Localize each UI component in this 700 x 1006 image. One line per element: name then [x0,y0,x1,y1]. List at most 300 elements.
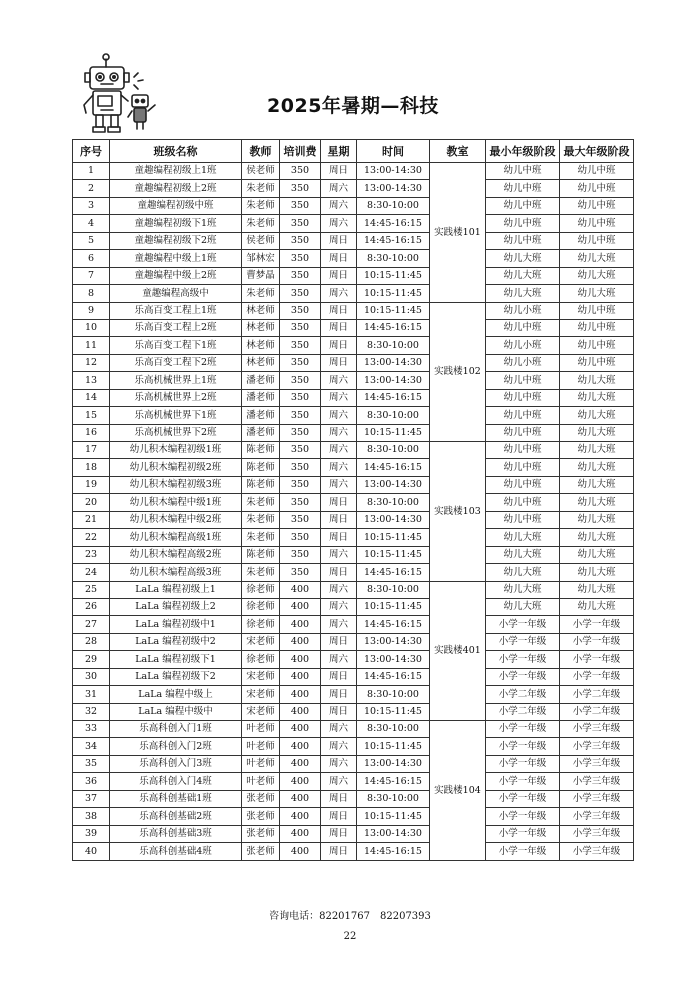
cell-time: 14:45-16:15 [357,773,430,790]
cell-fee: 350 [280,389,321,406]
cell-max-grade: 幼儿大班 [560,424,634,441]
cell-teacher: 陈老师 [242,459,280,476]
cell-teacher: 朱老师 [242,494,280,511]
cell-teacher: 林老师 [242,354,280,371]
cell-no: 21 [73,511,110,528]
table-row [73,180,634,197]
cell-teacher: 林老师 [242,337,280,354]
cell-teacher: 潘老师 [242,424,280,441]
cell-teacher: 朱老师 [242,180,280,197]
cell-fee: 350 [280,546,321,563]
cell-fee: 350 [280,197,321,214]
cell-fee: 400 [280,738,321,755]
column-header-day: 星期 [321,140,357,163]
cell-no: 25 [73,581,110,598]
cell-fee: 400 [280,790,321,807]
table-row [73,389,634,406]
cell-teacher: 张老师 [242,825,280,842]
cell-class-name: 乐高科创入门3班 [110,755,242,772]
cell-no: 7 [73,267,110,284]
cell-fee: 400 [280,686,321,703]
cell-fee: 400 [280,755,321,772]
cell-no: 35 [73,755,110,772]
table-row [73,564,634,581]
cell-time: 8:30-10:00 [357,197,430,214]
cell-no: 10 [73,319,110,336]
column-header-time: 时间 [357,140,430,163]
cell-class-name: LaLa 编程中级中 [110,703,242,720]
cell-time: 10:15-11:45 [357,285,430,302]
cell-teacher: 朱老师 [242,285,280,302]
cell-max-grade: 幼儿中班 [560,215,634,232]
cell-day: 周日 [321,843,357,860]
cell-classroom: 实践楼104 [430,721,486,861]
cell-fee: 350 [280,354,321,371]
cell-no: 4 [73,215,110,232]
cell-max-grade: 小学一年级 [560,616,634,633]
cell-time: 8:30-10:00 [357,407,430,424]
cell-class-name: 乐高机械世界下2班 [110,424,242,441]
cell-day: 周六 [321,616,357,633]
table-row [73,250,634,267]
cell-min-grade: 幼儿小班 [486,302,560,319]
cell-day: 周日 [321,686,357,703]
table-row [73,686,634,703]
cell-max-grade: 小学三年级 [560,825,634,842]
cell-max-grade: 幼儿大班 [560,529,634,546]
cell-min-grade: 幼儿中班 [486,372,560,389]
cell-time: 10:15-11:45 [357,598,430,615]
cell-min-grade: 幼儿大班 [486,598,560,615]
cell-class-name: LaLa 编程初级上2 [110,598,242,615]
cell-class-name: 乐高百变工程上2班 [110,319,242,336]
cell-class-name: LaLa 编程初级上1 [110,581,242,598]
cell-no: 8 [73,285,110,302]
cell-no: 18 [73,459,110,476]
cell-fee: 350 [280,215,321,232]
cell-day: 周六 [321,598,357,615]
cell-class-name: LaLa 编程初级中1 [110,616,242,633]
cell-class-name: 乐高科创基础4班 [110,843,242,860]
cell-class-name: LaLa 编程中级上 [110,686,242,703]
table-header-row [73,140,634,163]
table-row [73,424,634,441]
cell-min-grade: 幼儿中班 [486,180,560,197]
cell-teacher: 陈老师 [242,442,280,459]
contact-phone: 咨询电话：82201767 82207393 [269,911,431,922]
cell-min-grade: 幼儿大班 [486,267,560,284]
cell-teacher: 宋老师 [242,686,280,703]
cell-day: 周日 [321,232,357,249]
cell-fee: 400 [280,843,321,860]
cell-teacher: 宋老师 [242,703,280,720]
cell-day: 周六 [321,721,357,738]
cell-no: 30 [73,668,110,685]
cell-max-grade: 小学一年级 [560,668,634,685]
cell-class-name: 乐高百变工程下1班 [110,337,242,354]
cell-min-grade: 幼儿大班 [486,581,560,598]
cell-no: 28 [73,633,110,650]
cell-day: 周日 [321,808,357,825]
cell-day: 周日 [321,668,357,685]
cell-max-grade: 幼儿大班 [560,267,634,284]
cell-class-name: 童趣编程高级中 [110,285,242,302]
table-row [73,337,634,354]
cell-max-grade: 小学三年级 [560,790,634,807]
cell-day: 周日 [321,267,357,284]
cell-teacher: 潘老师 [242,407,280,424]
cell-min-grade: 幼儿中班 [486,476,560,493]
cell-min-grade: 小学二年级 [486,686,560,703]
cell-time: 10:15-11:45 [357,546,430,563]
cell-max-grade: 小学三年级 [560,773,634,790]
table-row [73,232,634,249]
table-row [73,843,634,860]
cell-min-grade: 小学一年级 [486,651,560,668]
cell-day: 周日 [321,337,357,354]
cell-no: 26 [73,598,110,615]
cell-min-grade: 小学一年级 [486,790,560,807]
cell-day: 周日 [321,302,357,319]
cell-no: 9 [73,302,110,319]
cell-teacher: 侯老师 [242,163,280,180]
cell-class-name: 乐高科创入门1班 [110,721,242,738]
table-row [73,790,634,807]
cell-max-grade: 幼儿大班 [560,546,634,563]
cell-class-name: 幼儿积木编程初级2班 [110,459,242,476]
cell-teacher: 徐老师 [242,598,280,615]
cell-day: 周六 [321,215,357,232]
cell-teacher: 邹林宏 [242,250,280,267]
cell-no: 29 [73,651,110,668]
cell-day: 周日 [321,529,357,546]
cell-fee: 350 [280,494,321,511]
cell-day: 周六 [321,581,357,598]
cell-time: 14:45-16:15 [357,215,430,232]
cell-class-name: 乐高科创基础3班 [110,825,242,842]
cell-no: 22 [73,529,110,546]
cell-max-grade: 小学三年级 [560,808,634,825]
cell-time: 8:30-10:00 [357,581,430,598]
cell-no: 6 [73,250,110,267]
cell-class-name: LaLa 编程初级下2 [110,668,242,685]
cell-fee: 350 [280,459,321,476]
cell-min-grade: 幼儿中班 [486,442,560,459]
cell-max-grade: 幼儿大班 [560,285,634,302]
cell-teacher: 叶老师 [242,755,280,772]
cell-time: 14:45-16:15 [357,564,430,581]
cell-day: 周六 [321,546,357,563]
cell-fee: 350 [280,407,321,424]
table-row [73,302,634,319]
cell-max-grade: 幼儿大班 [560,494,634,511]
cell-day: 周六 [321,407,357,424]
cell-class-name: 乐高科创基础1班 [110,790,242,807]
cell-teacher: 潘老师 [242,372,280,389]
cell-class-name: 幼儿积木编程初级1班 [110,442,242,459]
cell-no: 3 [73,197,110,214]
cell-time: 14:45-16:15 [357,616,430,633]
cell-day: 周六 [321,389,357,406]
cell-class-name: 幼儿积木编程高级1班 [110,529,242,546]
cell-min-grade: 幼儿大班 [486,564,560,581]
table-row [73,703,634,720]
table-row [73,581,634,598]
cell-day: 周日 [321,790,357,807]
cell-fee: 400 [280,598,321,615]
cell-class-name: 乐高科创基础2班 [110,808,242,825]
cell-teacher: 张老师 [242,843,280,860]
cell-no: 38 [73,808,110,825]
cell-max-grade: 幼儿中班 [560,337,634,354]
table-row [73,651,634,668]
class-schedule-table [72,139,634,861]
cell-min-grade: 幼儿中班 [486,215,560,232]
cell-time: 13:00-14:30 [357,511,430,528]
cell-no: 39 [73,825,110,842]
cell-fee: 350 [280,476,321,493]
cell-class-name: 童趣编程初级上1班 [110,163,242,180]
cell-min-grade: 幼儿大班 [486,529,560,546]
cell-no: 12 [73,354,110,371]
cell-time: 13:00-14:30 [357,180,430,197]
cell-max-grade: 幼儿大班 [560,581,634,598]
table-row [73,407,634,424]
cell-class-name: 童趣编程初级下2班 [110,232,242,249]
column-header-fee: 培训费 [280,140,321,163]
cell-no: 11 [73,337,110,354]
cell-no: 2 [73,180,110,197]
cell-time: 8:30-10:00 [357,494,430,511]
cell-max-grade: 幼儿大班 [560,372,634,389]
cell-max-grade: 幼儿大班 [560,511,634,528]
cell-teacher: 张老师 [242,808,280,825]
cell-day: 周六 [321,773,357,790]
cell-time: 10:15-11:45 [357,703,430,720]
table-row [73,529,634,546]
cell-day: 周六 [321,180,357,197]
cell-max-grade: 幼儿中班 [560,197,634,214]
cell-min-grade: 幼儿中班 [486,424,560,441]
cell-day: 周六 [321,476,357,493]
table-row [73,285,634,302]
cell-day: 周六 [321,197,357,214]
cell-min-grade: 小学一年级 [486,738,560,755]
cell-teacher: 徐老师 [242,581,280,598]
cell-no: 1 [73,163,110,180]
cell-min-grade: 小学一年级 [486,668,560,685]
table-row [73,773,634,790]
cell-time: 8:30-10:00 [357,686,430,703]
cell-fee: 350 [280,424,321,441]
cell-fee: 350 [280,302,321,319]
cell-fee: 350 [280,442,321,459]
cell-day: 周日 [321,511,357,528]
cell-teacher: 朱老师 [242,511,280,528]
cell-time: 13:00-14:30 [357,651,430,668]
cell-day: 周日 [321,494,357,511]
cell-no: 13 [73,372,110,389]
cell-no: 24 [73,564,110,581]
cell-teacher: 叶老师 [242,773,280,790]
cell-day: 周日 [321,354,357,371]
table-row [73,319,634,336]
column-header-teacher: 教师 [242,140,280,163]
cell-no: 34 [73,738,110,755]
cell-max-grade: 小学一年级 [560,633,634,650]
cell-no: 20 [73,494,110,511]
cell-time: 13:00-14:30 [357,633,430,650]
cell-teacher: 潘老师 [242,389,280,406]
cell-min-grade: 幼儿大班 [486,250,560,267]
cell-max-grade: 幼儿大班 [560,407,634,424]
cell-fee: 400 [280,668,321,685]
cell-min-grade: 小学一年级 [486,633,560,650]
cell-max-grade: 幼儿大班 [560,564,634,581]
column-header-class-name: 班级名称 [110,140,242,163]
cell-classroom: 实践楼101 [430,163,486,303]
cell-fee: 350 [280,250,321,267]
cell-min-grade: 小学一年级 [486,773,560,790]
cell-time: 14:45-16:15 [357,389,430,406]
cell-day: 周日 [321,319,357,336]
cell-teacher: 曹梦晶 [242,267,280,284]
column-header-min-grade: 最小年级阶段 [486,140,560,163]
table-row [73,442,634,459]
cell-min-grade: 幼儿中班 [486,197,560,214]
cell-fee: 400 [280,808,321,825]
table-row [73,598,634,615]
page-header [70,45,636,137]
cell-min-grade: 幼儿中班 [486,459,560,476]
cell-time: 13:00-14:30 [357,476,430,493]
cell-min-grade: 幼儿中班 [486,389,560,406]
cell-time: 14:45-16:15 [357,668,430,685]
cell-no: 15 [73,407,110,424]
cell-fee: 350 [280,180,321,197]
cell-teacher: 徐老师 [242,651,280,668]
cell-day: 周六 [321,285,357,302]
cell-max-grade: 幼儿大班 [560,250,634,267]
cell-day: 周日 [321,250,357,267]
cell-min-grade: 幼儿中班 [486,319,560,336]
cell-time: 10:15-11:45 [357,808,430,825]
cell-time: 13:00-14:30 [357,825,430,842]
cell-class-name: 童趣编程中级上1班 [110,250,242,267]
cell-class-name: 幼儿积木编程高级2班 [110,546,242,563]
cell-teacher: 朱老师 [242,529,280,546]
cell-min-grade: 小学二年级 [486,703,560,720]
column-header-max-grade: 最大年级阶段 [560,140,634,163]
cell-class-name: LaLa 编程初级中2 [110,633,242,650]
cell-max-grade: 小学三年级 [560,755,634,772]
cell-teacher: 林老师 [242,302,280,319]
cell-time: 13:00-14:30 [357,354,430,371]
cell-day: 周六 [321,372,357,389]
cell-max-grade: 小学二年级 [560,703,634,720]
cell-class-name: 乐高机械世界上2班 [110,389,242,406]
cell-fee: 350 [280,372,321,389]
cell-class-name: 乐高科创入门2班 [110,738,242,755]
cell-class-name: 童趣编程初级中班 [110,197,242,214]
table-row [73,476,634,493]
cell-time: 8:30-10:00 [357,337,430,354]
table-row [73,459,634,476]
cell-min-grade: 小学一年级 [486,721,560,738]
cell-max-grade: 小学三年级 [560,843,634,860]
cell-day: 周六 [321,738,357,755]
page-title: 2025年暑期—科技 [267,95,439,117]
cell-teacher: 叶老师 [242,721,280,738]
cell-max-grade: 幼儿中班 [560,180,634,197]
cell-time: 8:30-10:00 [357,721,430,738]
table-row [73,825,634,842]
cell-min-grade: 小学一年级 [486,843,560,860]
cell-day: 周六 [321,424,357,441]
table-row [73,163,634,180]
table-row [73,755,634,772]
table-row [73,616,634,633]
cell-fee: 400 [280,703,321,720]
cell-max-grade: 幼儿大班 [560,598,634,615]
cell-teacher: 陈老师 [242,476,280,493]
cell-time: 13:00-14:30 [357,163,430,180]
cell-min-grade: 幼儿中班 [486,163,560,180]
cell-classroom: 实践楼103 [430,442,486,582]
cell-classroom: 实践楼401 [430,581,486,721]
cell-min-grade: 幼儿中班 [486,232,560,249]
cell-fee: 400 [280,616,321,633]
cell-max-grade: 小学三年级 [560,721,634,738]
table-row [73,633,634,650]
cell-fee: 400 [280,721,321,738]
cell-fee: 350 [280,337,321,354]
cell-class-name: 幼儿积木编程中级2班 [110,511,242,528]
table-row [73,494,634,511]
cell-max-grade: 小学三年级 [560,738,634,755]
cell-teacher: 朱老师 [242,564,280,581]
cell-max-grade: 幼儿大班 [560,389,634,406]
cell-class-name: 乐高百变工程下2班 [110,354,242,371]
cell-no: 19 [73,476,110,493]
cell-day: 周六 [321,442,357,459]
page-number: 22 [343,931,357,942]
cell-time: 13:00-14:30 [357,372,430,389]
cell-classroom: 实践楼102 [430,302,486,442]
table-row [73,721,634,738]
cell-fee: 350 [280,564,321,581]
cell-time: 14:45-16:15 [357,232,430,249]
cell-min-grade: 小学一年级 [486,808,560,825]
cell-no: 23 [73,546,110,563]
cell-no: 14 [73,389,110,406]
cell-max-grade: 幼儿大班 [560,476,634,493]
cell-time: 14:45-16:15 [357,319,430,336]
table-row [73,197,634,214]
cell-fee: 400 [280,633,321,650]
cell-time: 14:45-16:15 [357,843,430,860]
cell-fee: 400 [280,581,321,598]
cell-max-grade: 幼儿大班 [560,442,634,459]
cell-no: 32 [73,703,110,720]
cell-teacher: 宋老师 [242,633,280,650]
cell-max-grade: 幼儿中班 [560,232,634,249]
table-row [73,546,634,563]
cell-day: 周日 [321,633,357,650]
cell-min-grade: 小学一年级 [486,825,560,842]
cell-min-grade: 小学一年级 [486,755,560,772]
table-row [73,267,634,284]
